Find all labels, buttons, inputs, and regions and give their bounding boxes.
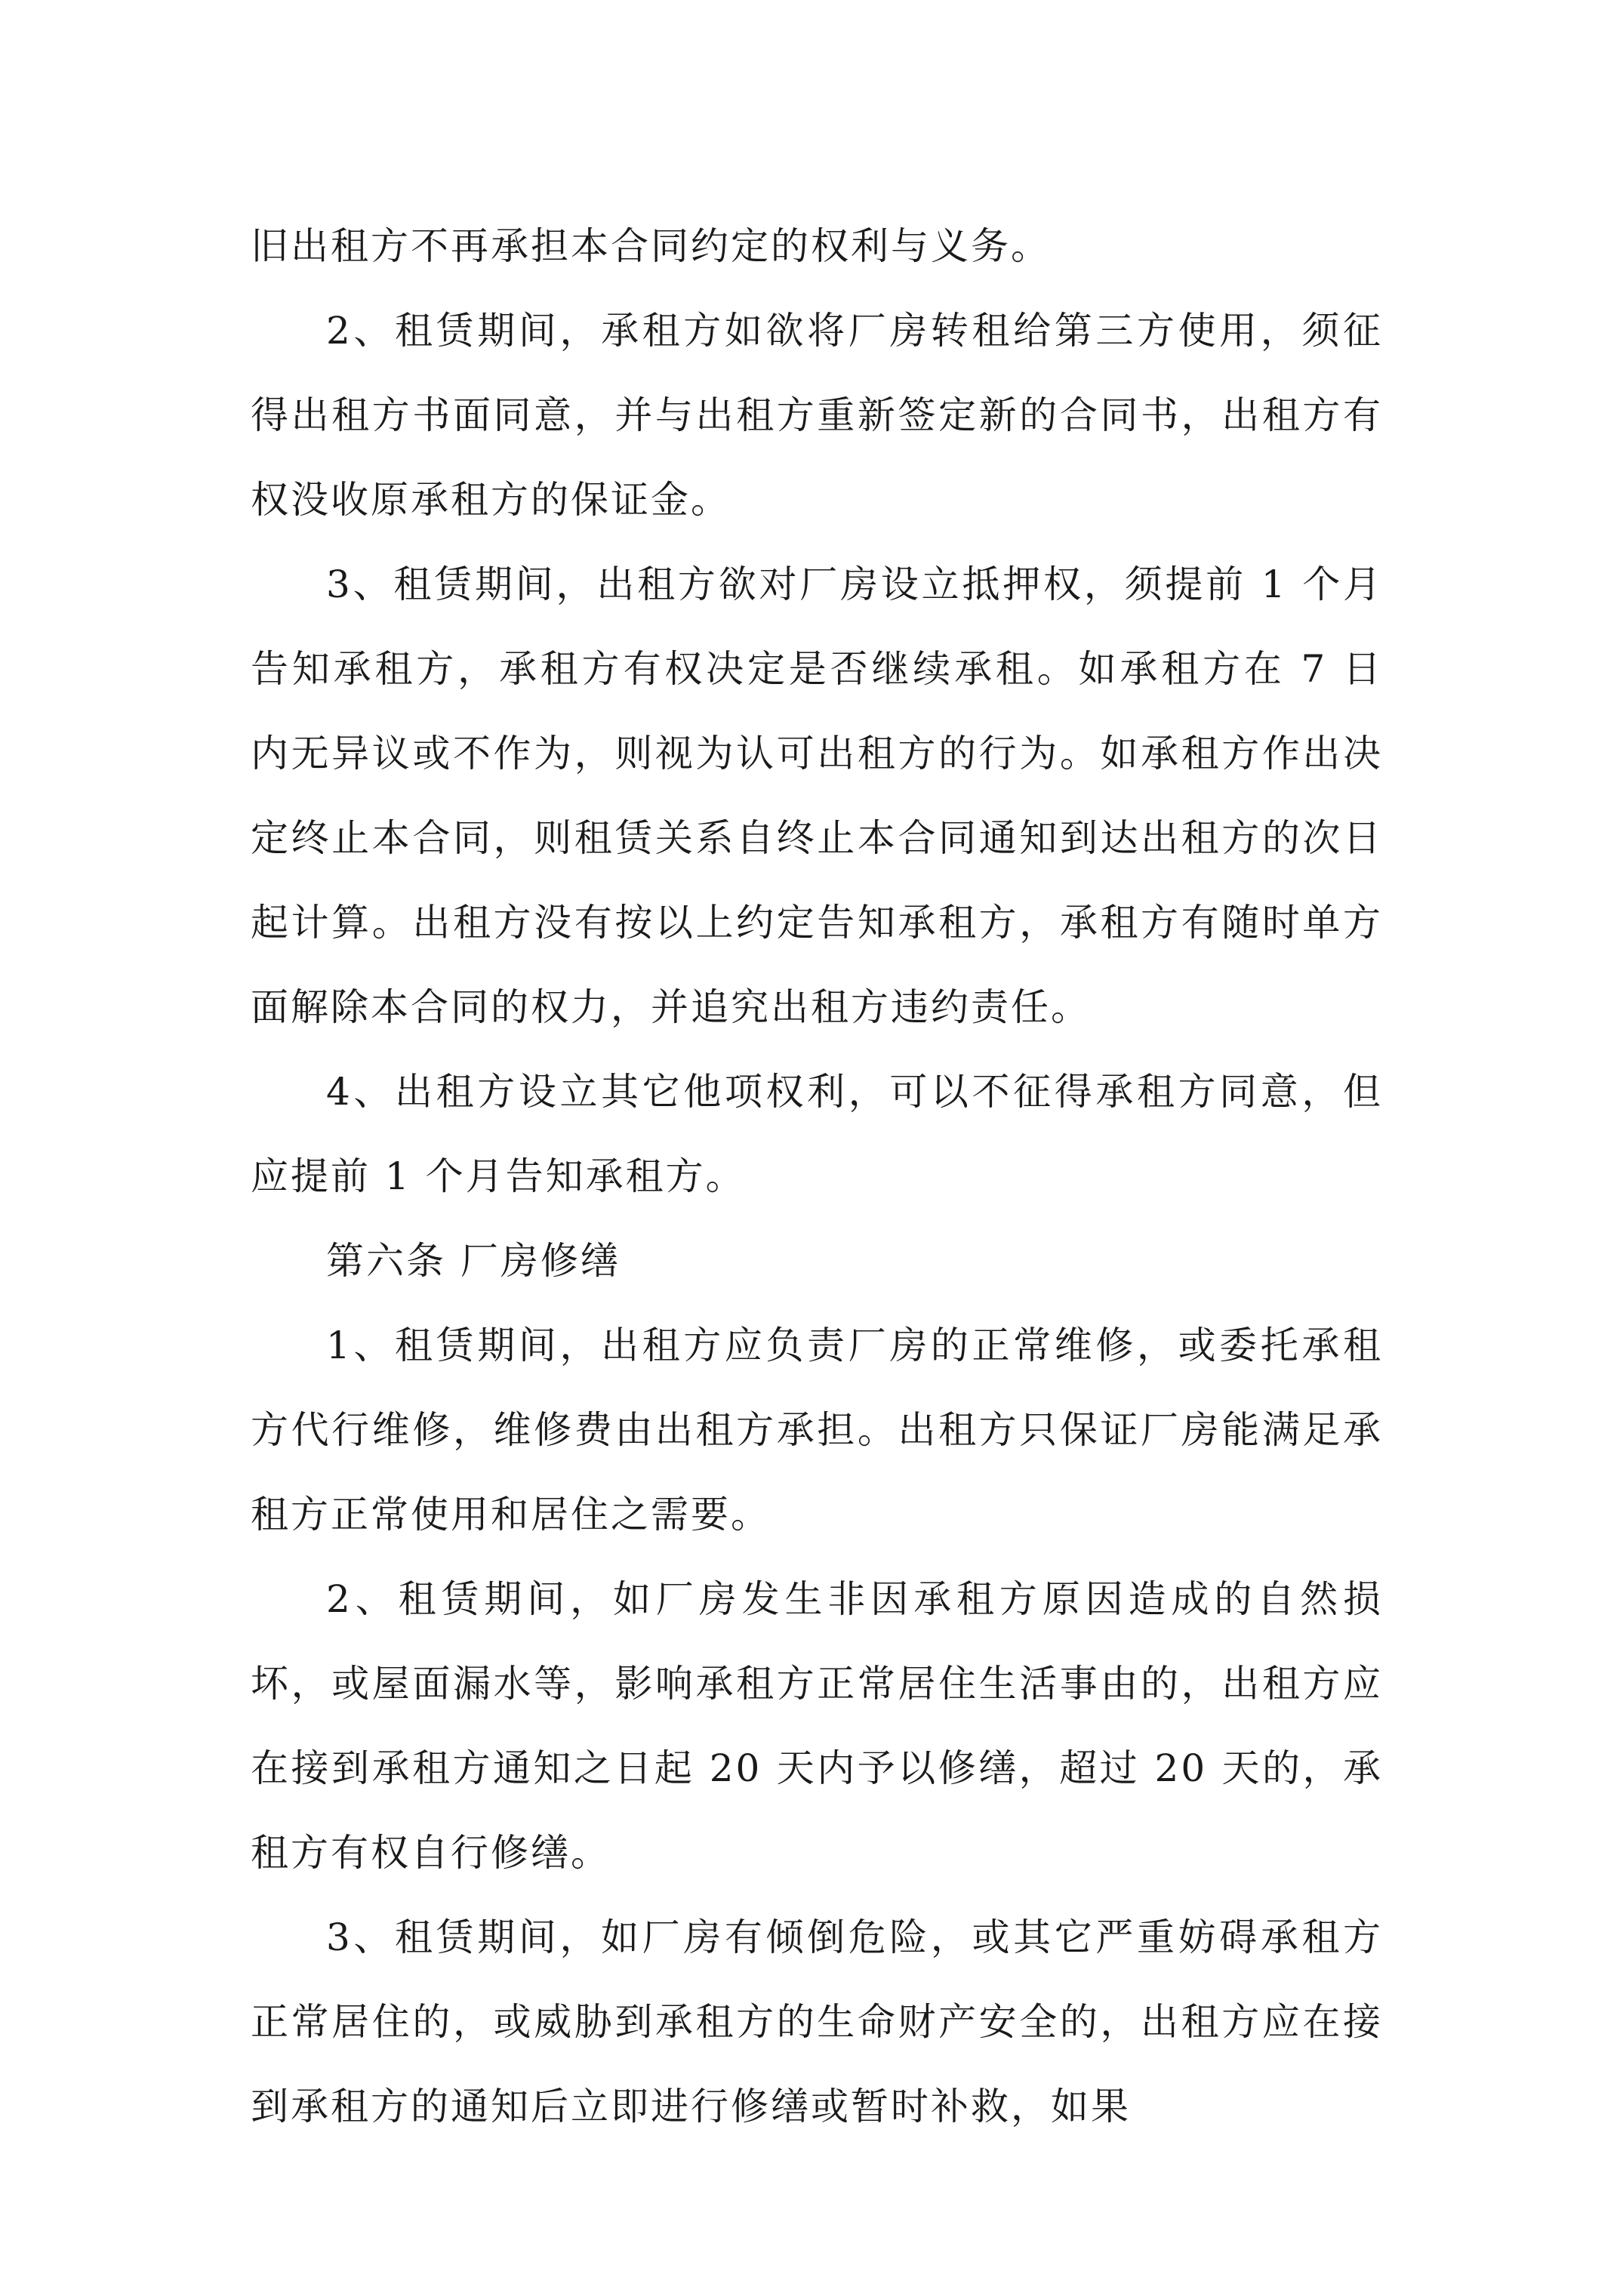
paragraph-clause-3-mortgage: 3、租赁期间，出租方欲对厂房设立抵押权，须提前 1 个月告知承租方，承租方有权决定是否继续承租。如承租方在 7 日内无异议或不作为，则视为认可出租方的行为。如承租方作出决定终止本合同，则租赁关系自终止本合同通知到达出租方的次日起计算。出租方没有按以上约定告知承租方，承租方有随时单方面解除本合同的权力，并追究出租方违约责任。	[251, 562, 1383, 1029]
section-heading-article-6: 第六条 厂房修缮	[326, 1239, 621, 1283]
paragraph-repair-clause-1: 1、租赁期间，出租方应负责厂房的正常维修，或委托承租方代行维修，维修费由出租方承担。出租方只保证厂房能满足承租方正常使用和居住之需要。	[251, 1324, 1383, 1536]
paragraph-repair-clause-3: 3、租赁期间，如厂房有倾倒危险，或其它严重妨碍承租方正常居住的，或威胁到承租方的生命财产安全的，出租方应在接到承租方的通知后立即进行修缮或暂时补救，如果	[251, 1915, 1383, 2128]
paragraph-clause-2-sublease: 2、租赁期间，承租方如欲将厂房转租给第三方使用，须征得出租方书面同意，并与出租方重新签定新的合同书，出租方有权没收原承租方的保证金。	[251, 309, 1383, 522]
paragraph-continuation: 旧出租方不再承担本合同约定的权利与义务。	[251, 224, 1051, 268]
paragraph-repair-clause-2: 2、租赁期间，如厂房发生非因承租方原因造成的自然损坏，或屋面漏水等，影响承租方正常居住生活事由的，出租方应在接到承租方通知之日起 20 天内予以修缮，超过 20 天的，承租方有权自行修缮。	[251, 1577, 1383, 1875]
paragraph-clause-4-other-rights: 4、出租方设立其它他项权利，可以不征得承租方同意，但应提前 1 个月告知承租方。	[251, 1070, 1383, 1198]
document-body	[251, 204, 1383, 2149]
